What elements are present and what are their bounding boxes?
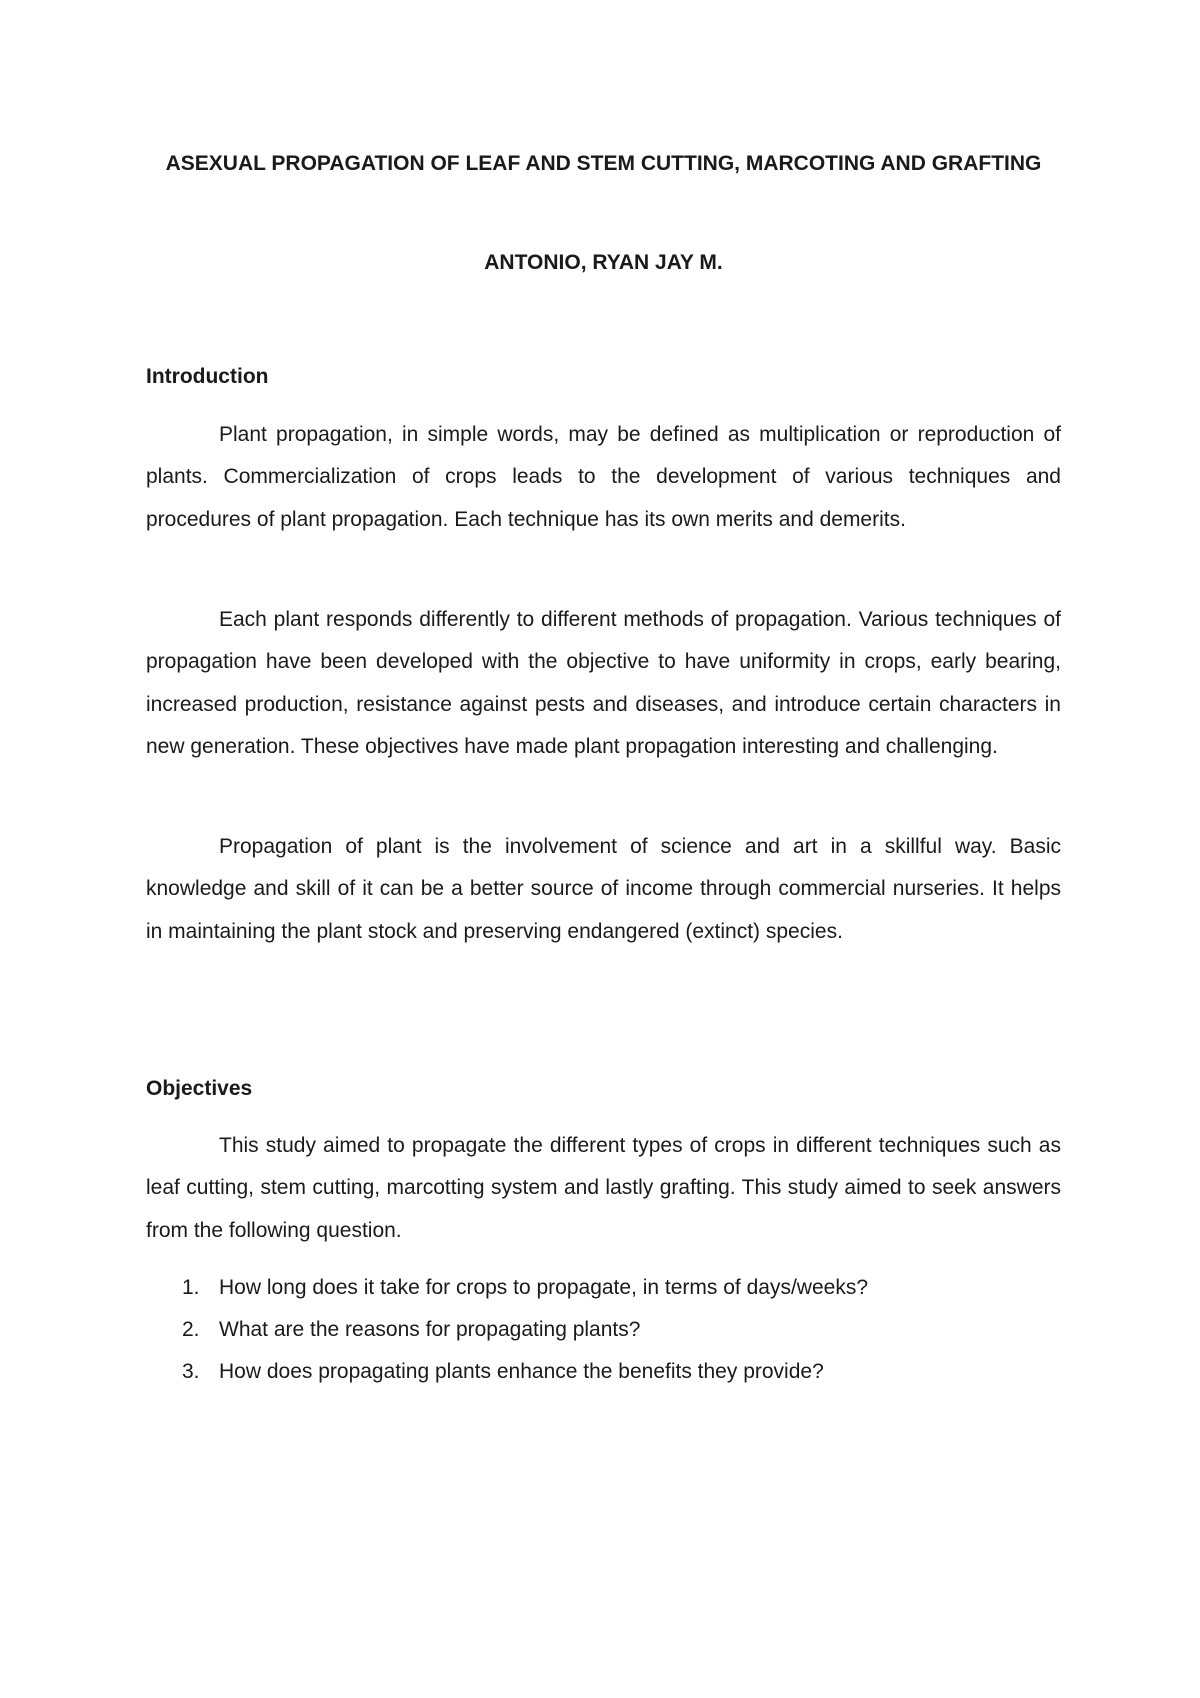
list-item-text: How long does it take for crops to propagate, in terms of days/weeks? <box>219 1276 869 1299</box>
questions-list <box>146 1267 1061 1393</box>
list-item-number: 1. <box>182 1276 200 1299</box>
list-item-number: 3. <box>182 1360 200 1383</box>
list-item <box>146 1309 1061 1351</box>
list-item-text: What are the reasons for propagating plants? <box>219 1318 641 1341</box>
introduction-paragraph: Plant propagation, in simple words, may be defined as multiplication or reproduction of plants. Commercialization of crops leads to the development of various techniques and procedures of plant propagation. Each technique has its own merits and demerits. <box>146 423 1061 531</box>
document-title: ASEXUAL PROPAGATION OF LEAF AND STEM CUTTING, MARCOTING AND GRAFTING <box>165 152 1042 175</box>
objectives-paragraph: This study aimed to propagate the different types of crops in different techniques such as leaf cutting, stem cutting, marcotting system and lastly grafting. This study aimed to seek answers from the following question. <box>146 1134 1061 1242</box>
list-item-text: How does propagating plants enhance the benefits they provide? <box>219 1360 824 1383</box>
list-item <box>146 1267 1061 1309</box>
introduction-heading: Introduction <box>146 365 269 388</box>
list-item <box>146 1351 1061 1393</box>
introduction-paragraph: Propagation of plant is the involvement of science and art in a skillful way. Basic knowledge and skill of it can be a better source of income through commercial nurseries. It helps in maintaining the plant stock and preserving endangered (extinct) species. <box>146 835 1061 943</box>
list-item-number: 2. <box>182 1318 200 1341</box>
objectives-heading: Objectives <box>146 1077 253 1100</box>
introduction-paragraph: Each plant responds differently to different methods of propagation. Various techniques of propagation have been developed with the objective to have uniformity in crops, early bearing, increased production, resistance against pests and diseases, and introduce certain characters in new generation. These objectives have made plant propagation interesting and challenging. <box>146 608 1061 758</box>
author-name: ANTONIO, RYAN JAY M. <box>484 251 723 274</box>
